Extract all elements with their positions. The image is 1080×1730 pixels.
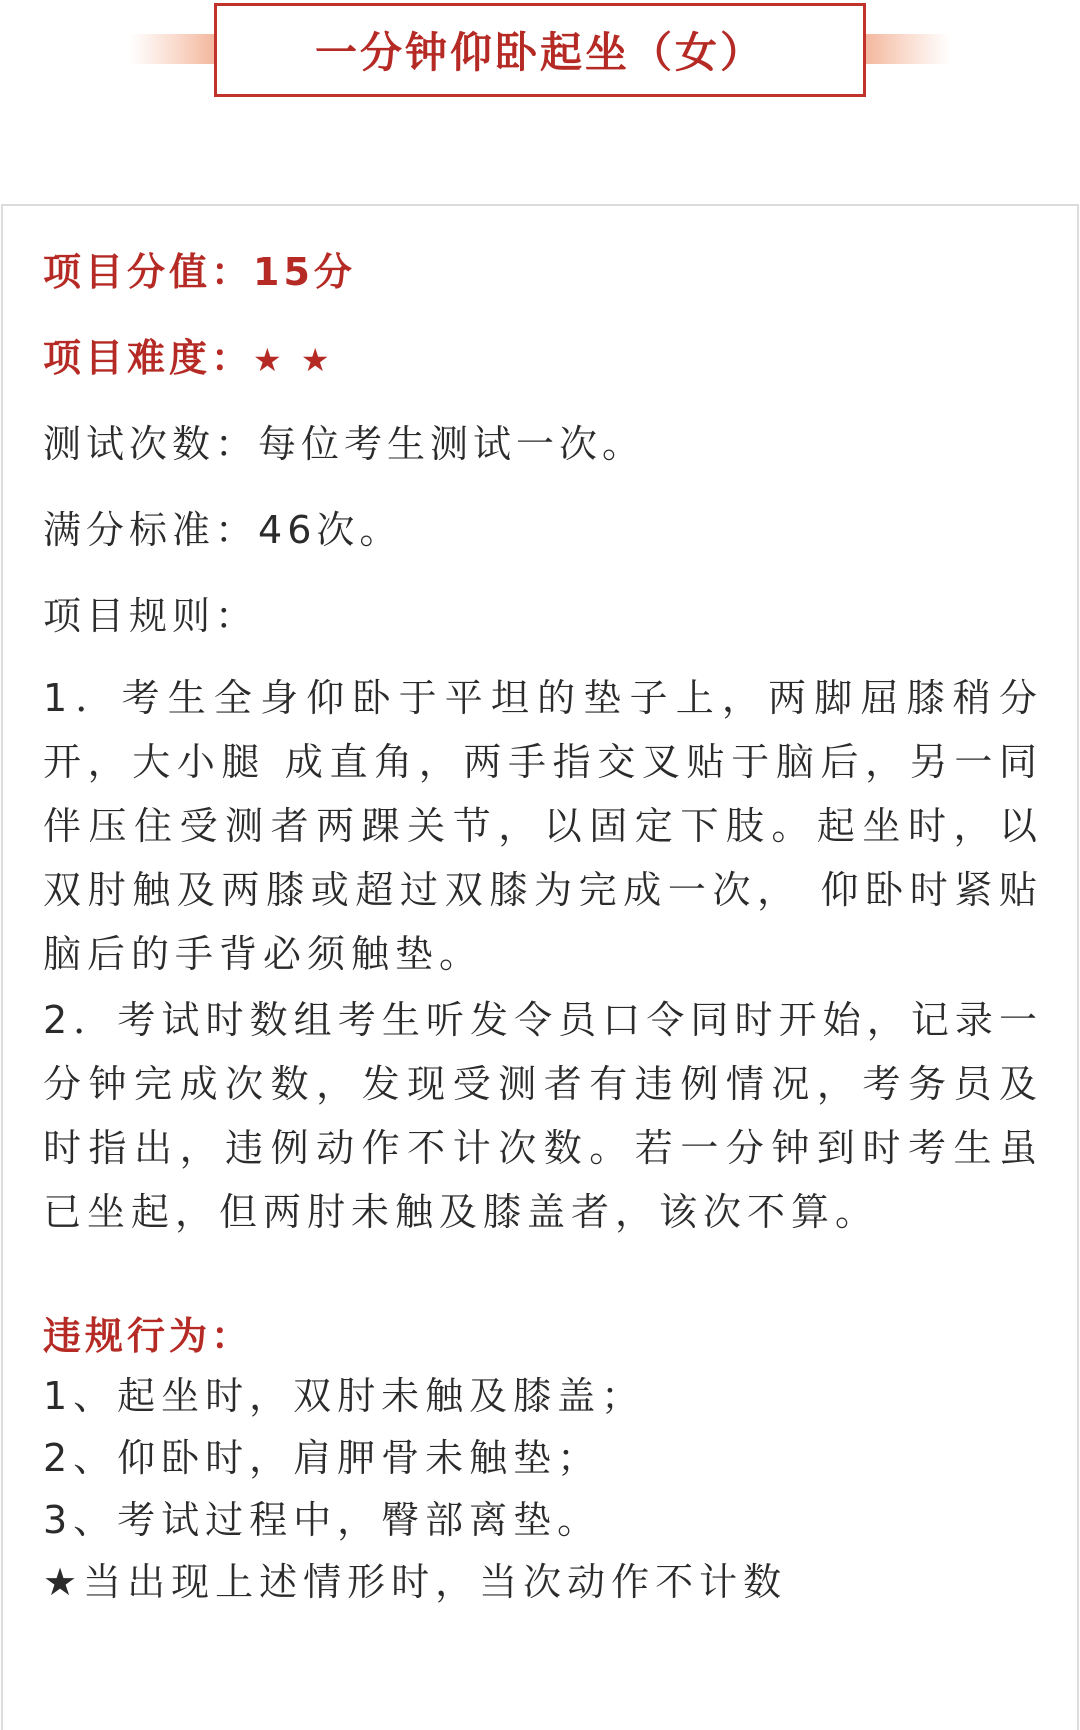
title-banner — [0, 0, 1080, 110]
attempts-value: 每位考生测试一次。 — [258, 422, 646, 466]
rule-paragraph-2: 2．考试时数组考生听发令员口令同时开始，记录一分钟完成次数，发现受测者有违例情况，考务员及时指出，违例动作不计次数。若一分钟到时考生虽已坐起，但两肘未触及膝盖者，该次不算。 — [43, 998, 1043, 1234]
full-mark-label: 满分标准： — [43, 508, 259, 552]
violations-heading: 违规行为： — [43, 1314, 254, 1358]
score-value: 15分 — [253, 250, 356, 294]
score-row — [43, 248, 356, 296]
violation-item-3: 3、考试过程中，臀部离垫。 — [43, 1498, 602, 1542]
difficulty-label: 项目难度： — [43, 336, 254, 380]
violation-note: ★当出现上述情形时，当次动作不计数 — [43, 1560, 788, 1604]
difficulty-stars-icon: ★ ★ — [253, 341, 334, 379]
content-card — [1, 204, 1079, 1730]
page-title: 一分钟仰卧起坐（女） — [314, 28, 765, 77]
violation-item-1: 1、起坐时，双肘未触及膝盖； — [43, 1374, 646, 1418]
attempts-label: 测试次数： — [43, 422, 259, 466]
violation-item-2: 2、仰卧时，肩胛骨未触垫； — [43, 1436, 602, 1480]
full-mark-row — [43, 506, 402, 554]
title-box — [214, 3, 866, 97]
difficulty-row — [43, 334, 334, 384]
score-label: 项目分值： — [43, 250, 254, 294]
rule-paragraph-1: 1．考生全身仰卧于平坦的垫子上，两脚屈膝稍分开，大小腿 成直角，两手指交叉贴于脑后，另一同伴压住受测者两踝关节，以固定下肢。起坐时，以双肘触及两膝或超过双膝为完成一次， 仰卧时紧贴脑后的手背必须触垫。 — [43, 676, 1043, 976]
rules-label: 项目规则： — [43, 594, 259, 638]
full-mark-value: 46次。 — [258, 508, 403, 552]
attempts-row — [43, 420, 645, 468]
